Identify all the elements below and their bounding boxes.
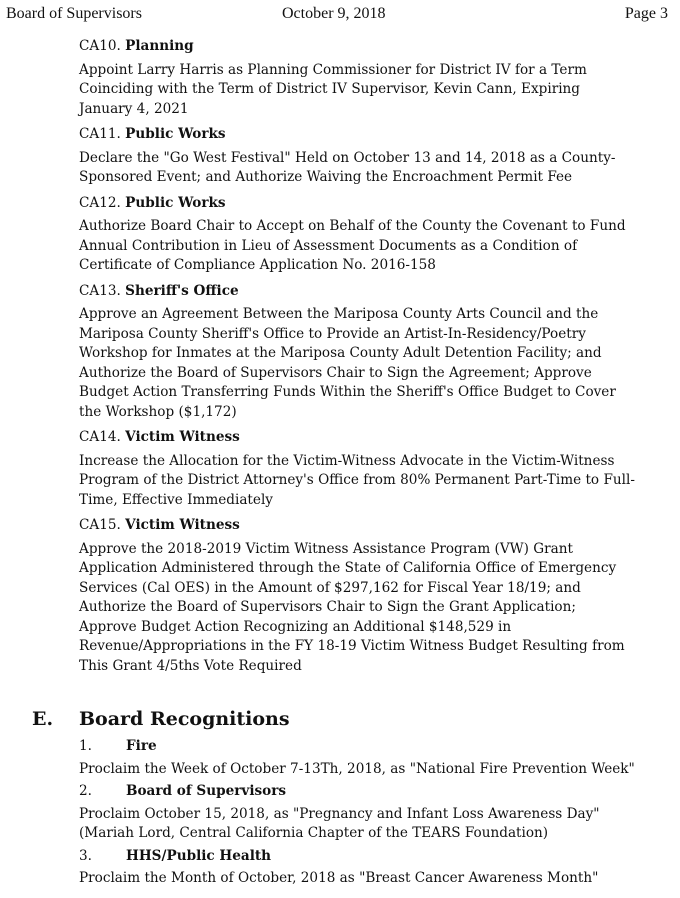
item-description-line: Services (Cal OES) in the Amount of $297,162 for Fiscal Year 18/19; and (79, 579, 581, 596)
item-heading (79, 125, 669, 145)
recognition-description-line: (Mariah Lord, Central California Chapter of the TEARS Foundation) (79, 825, 549, 841)
recognition-title: Board of Supervisors (126, 783, 287, 799)
item-description-line: Declare the "Go West Festival" Held on October 13 and 14, 2018 as a County- (79, 149, 616, 166)
agenda-item-ca14 (79, 428, 669, 510)
item-description-line: Mariposa County Sheriff's Office to Provide an Artist-In-Residency/Poetry (79, 325, 586, 342)
recognition-heading (79, 737, 669, 757)
recognition-item (79, 782, 669, 844)
item-description (79, 540, 669, 677)
item-department: Public Works (125, 194, 226, 211)
recognition-title: Fire (126, 738, 157, 754)
recognition-heading (79, 782, 669, 802)
agenda-item-ca12 (79, 194, 669, 276)
item-code: CA13. (79, 282, 121, 299)
recognition-description-line: Proclaim the Month of October, 2018 as "Breast Cancer Awareness Month" (79, 870, 599, 886)
board-recognitions-list (79, 737, 669, 892)
recognition-number: 2. (79, 783, 92, 799)
agenda-item-ca13 (79, 282, 669, 423)
consent-agenda-items (79, 37, 669, 682)
item-description-line: Workshop for Inmates at the Mariposa County Adult Detention Facility; and (79, 345, 602, 361)
agenda-item-ca11 (79, 125, 669, 188)
item-heading (79, 516, 669, 536)
recognition-description-line: Proclaim the Week of October 7-13Th, 2018, as "National Fire Prevention Week" (79, 760, 635, 777)
section-letter: E. (32, 708, 54, 730)
item-department: Victim Witness (125, 429, 240, 445)
recognition-item (79, 737, 669, 779)
item-description (79, 61, 669, 120)
recognition-title: HHS/Public Health (126, 847, 272, 864)
item-description-line: Increase the Allocation for the Victim-Witness Advocate in the Victim-Witness (79, 452, 615, 469)
recognition-description (79, 805, 669, 844)
item-description (79, 217, 669, 276)
section-heading (32, 705, 672, 733)
item-description-line: Approve an Agreement Between the Mariposa County Arts Council and the (79, 306, 599, 322)
item-code: CA10. (79, 38, 121, 54)
item-description-line: Certificate of Compliance Application No. 2016-158 (79, 257, 436, 273)
recognition-description (79, 869, 669, 889)
item-department: Victim Witness (125, 517, 240, 533)
item-description-line: Program of the District Attorney's Office from 80% Permanent Part-Time to Full- (79, 472, 635, 488)
item-description-line: Authorize the Board of Supervisors Chair to Sign the Agreement; Approve (79, 364, 592, 381)
recognition-number: 3. (79, 847, 92, 864)
item-description-line: Approve the 2018-2019 Victim Witness Assistance Program (VW) Grant (79, 540, 573, 557)
item-heading (79, 194, 669, 214)
recognition-heading (79, 847, 669, 867)
item-code: CA14. (79, 429, 121, 445)
item-heading (79, 282, 669, 302)
item-description-line: This Grant 4/5ths Vote Required (79, 657, 302, 674)
item-description (79, 452, 669, 511)
item-description-line: Authorize the Board of Supervisors Chair to Sign the Grant Application; (79, 599, 576, 615)
agenda-item-ca15 (79, 516, 669, 676)
item-description-line: Authorize Board Chair to Accept on Behalf of the County the Covenant to Fund (79, 218, 626, 234)
item-description-line: Revenue/Appropriations in the FY 18-19 Victim Witness Budget Resulting from (79, 638, 625, 654)
recognition-number: 1. (79, 738, 92, 754)
header-page-number: Page 3 (624, 5, 668, 22)
recognition-item (79, 847, 669, 889)
item-description-line: Annual Contribution in Lieu of Assessment Documents as a Condition of (79, 237, 578, 254)
section-title: Board Recognitions (79, 708, 290, 730)
item-description (79, 305, 669, 422)
item-description-line: Appoint Larry Harris as Planning Commissioner for District IV for a Term (79, 61, 587, 78)
recognition-description (79, 760, 669, 780)
item-description-line: January 4, 2021 (79, 100, 189, 117)
item-description-line: Time, Effective Immediately (79, 491, 273, 508)
item-code: CA11. (79, 126, 121, 142)
item-code: CA15. (79, 517, 121, 533)
item-heading (79, 428, 669, 448)
item-heading (79, 37, 669, 57)
recognition-description-line: Proclaim October 15, 2018, as "Pregnancy and Infant Loss Awareness Day" (79, 805, 600, 822)
item-description-line: Budget Action Transferring Funds Within the Sheriff's Office Budget to Cover (79, 384, 616, 400)
item-department: Sheriff's Office (125, 282, 239, 299)
item-description-line: Sponsored Event; and Authorize Waiving the Encroachment Permit Fee (79, 169, 573, 185)
header-board-name: Board of Supervisors (6, 5, 142, 22)
agenda-item-ca10 (79, 37, 669, 119)
item-code: CA12. (79, 194, 121, 211)
item-department: Planning (125, 38, 194, 54)
item-description-line: Application Administered through the State of California Office of Emergency (79, 560, 617, 576)
page-header (6, 4, 668, 24)
item-description (79, 149, 669, 188)
item-department: Public Works (125, 126, 226, 142)
header-date: October 9, 2018 (282, 5, 386, 22)
item-description-line: Approve Budget Action Recognizing an Additional $148,529 in (79, 618, 512, 635)
item-description-line: the Workshop ($1,172) (79, 403, 237, 420)
item-description-line: Coinciding with the Term of District IV Supervisor, Kevin Cann, Expiring (79, 81, 581, 97)
